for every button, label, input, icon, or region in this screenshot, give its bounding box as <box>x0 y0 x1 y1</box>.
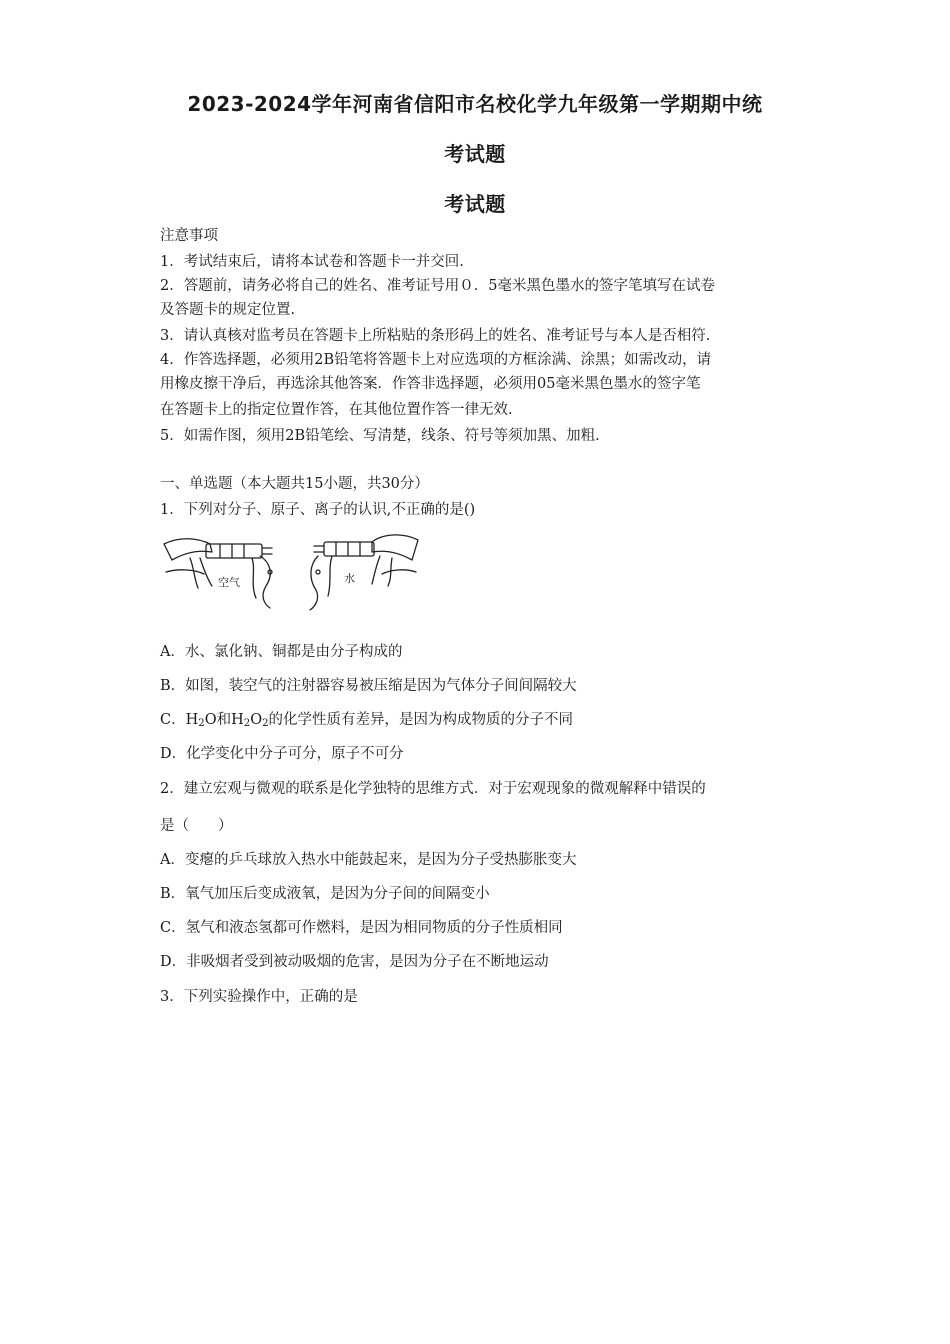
q1-option-c-part: O和H <box>204 712 244 728</box>
q2-option-b: B．氧气加压后变成液氧，是因为分子间的间隔变小 <box>160 886 490 902</box>
notice-line: 在答题卡上的指定位置作答，在其他位置作答一律无效. <box>160 402 513 418</box>
q1-option-c-sub: 2 <box>262 718 269 729</box>
q1-option-b: B．如图，装空气的注射器容易被压缩是因为气体分子间间隔较大 <box>160 678 577 694</box>
q1-option-d: D．化学变化中分子可分，原子不可分 <box>160 746 404 762</box>
notice-line: 2．答题前，请务必将自己的姓名、准考证号用０．5毫米黑色墨水的签字笔填写在试卷 <box>160 278 715 294</box>
right-hand-shape <box>372 535 418 560</box>
question-2-stem: 2．建立宏观与微观的联系是化学独特的思维方式．对于宏观现象的微观解释中错误的 <box>160 781 706 797</box>
question-2-stem-line2: 是（ ） <box>160 818 233 834</box>
q1-option-c-sub: 2 <box>198 718 205 729</box>
water-label: 水 <box>344 572 355 585</box>
q2-option-a: A．变瘪的乒乓球放入热水中能鼓起来，是因为分子受热膨胀变大 <box>160 852 577 868</box>
notice-line: 用橡皮擦干净后，再选涂其他答案．作答非选择题，必须用05毫米黑色墨水的签字笔 <box>160 376 701 392</box>
left-hand-shape <box>164 539 212 560</box>
air-label: 空气 <box>218 576 240 589</box>
q2-option-d: D．非吸烟者受到被动吸烟的危害，是因为分子在不断地运动 <box>160 954 549 970</box>
page-title-line2: 考试题 <box>444 142 506 166</box>
q1-option-a: A．水、氯化钠、铜都是由分子构成的 <box>160 644 403 660</box>
q1-option-c-part: 的化学性质有差异，是因为构成物质的分子不同 <box>268 712 574 728</box>
left-syringe-barrel <box>206 544 262 558</box>
q1-option-c-part: C．H <box>160 712 199 728</box>
section-heading: 一、单选题（本大题共15小题，共30分） <box>160 476 429 492</box>
notice-heading: 注意事项 <box>160 228 218 244</box>
notice-line: 及答题卡的规定位置. <box>160 302 296 318</box>
q2-option-c: C．氢气和液态氢都可作燃料，是因为相同物质的分子性质相同 <box>160 920 563 936</box>
page-title: 2023-2024学年河南省信阳市名校化学九年级第一学期期中统 <box>187 92 763 116</box>
notice-line: 5．如需作图，须用2B铅笔绘、写清楚，线条、符号等须加黑、加粗. <box>160 428 600 444</box>
q1-option-c-sub: 2 <box>243 718 251 729</box>
q1-option-c <box>160 710 573 734</box>
notice-line: 1．考试结束后，请将本试卷和答题卡一并交回. <box>160 254 464 270</box>
q1-option-c-part: O <box>250 712 263 728</box>
question-1-stem: 1．下列对分子、原子、离子的认识,不正确的是() <box>160 502 476 518</box>
notice-line: 4．作答选择题，必须用2B铅笔将答题卡上对应选项的方框涂满、涂黑；如需改动，请 <box>160 352 712 368</box>
page-subtitle: 考试题 <box>444 192 506 216</box>
question-3-stem: 3．下列实验操作中，正确的是 <box>160 989 358 1005</box>
syringe-compression-figure <box>160 528 422 612</box>
notice-line: 3．请认真核对监考员在答题卡上所粘贴的条形码上的姓名、准考证号与本人是否相符. <box>160 328 711 344</box>
right-syringe-barrel <box>324 542 374 556</box>
